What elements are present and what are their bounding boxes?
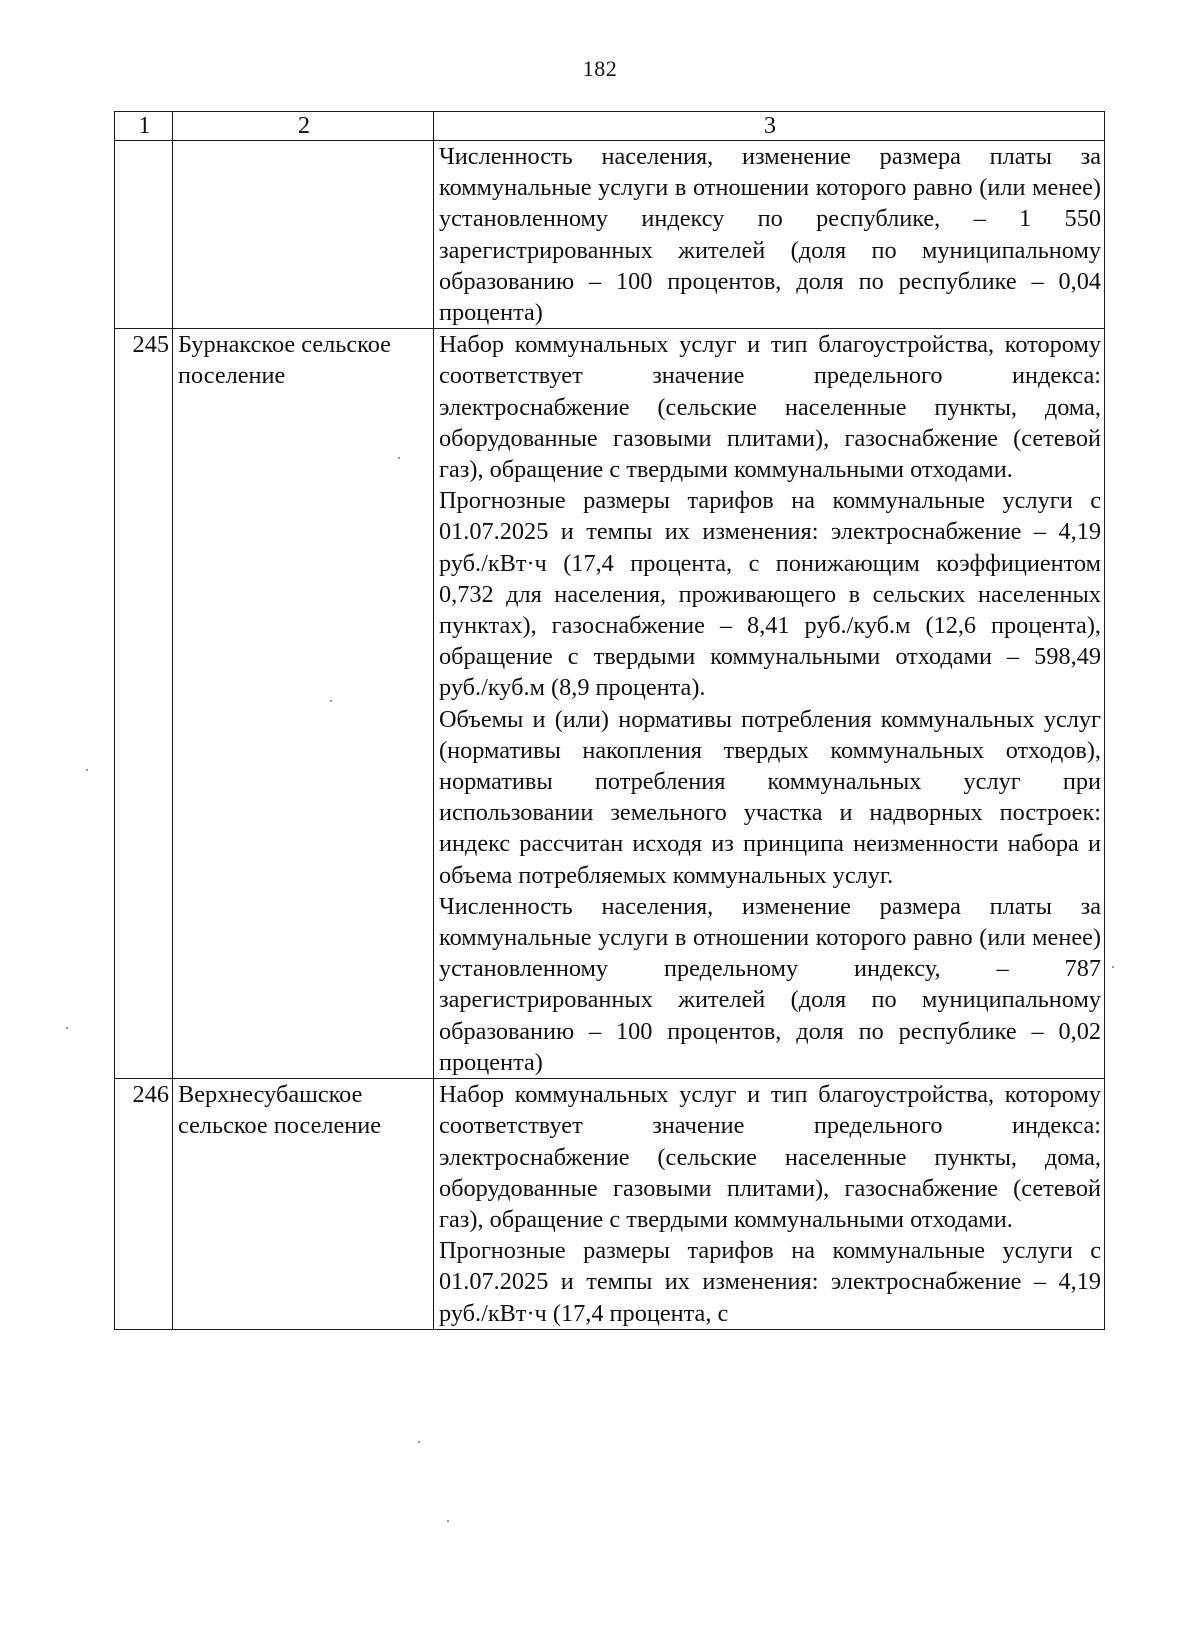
scan-speck <box>398 457 400 459</box>
description-paragraph: Набор коммунальных услуг и тип благоустройства, которому соответствует значение предельного индекса: электроснабжение (сельские населенные пункты, дома, оборудованные газовыми плитами), газоснабжение (сетевой газ), обращение с твердыми коммунальными отходами. <box>439 331 1101 484</box>
scan-speck <box>330 700 332 702</box>
scan-speck <box>86 769 88 771</box>
column-header-2: 2 <box>173 112 434 141</box>
scan-speck <box>447 1520 449 1522</box>
description-paragraph: Численность населения, изменение размера платы за коммунальные услуги в отношении которого равно (или менее) установленному предельному индексу, – 787 зарегистрированных жителей (доля по муниципальному образованию – 100 процентов, доля по республике – 0,02 процента) <box>439 892 1101 1076</box>
row-description <box>434 1079 1105 1330</box>
table-row <box>115 141 1105 329</box>
column-header-1: 1 <box>115 112 173 141</box>
description-paragraph: Численность населения, изменение размера платы за коммунальные услуги в отношении которого равно (или менее) установленному индексу по республике, – 1 550 зарегистрированных жителей (доля по муниципальному образованию – 100 процентов, доля по республике – 0,04 процента) <box>439 143 1101 327</box>
row-number: 245 <box>115 329 173 1079</box>
column-header-3: 3 <box>434 112 1105 141</box>
row-description <box>434 141 1105 329</box>
row-number: 246 <box>115 1079 173 1330</box>
description-paragraph: Набор коммунальных услуг и тип благоустройства, которому соответствует значение предельного индекса: электроснабжение (сельские населенные пункты, дома, оборудованные газовыми плитами), газоснабжение (сетевой газ), обращение с твердыми коммунальными отходами. <box>439 1081 1101 1233</box>
description-paragraph: Объемы и (или) нормативы потребления коммунальных услуг (нормативы накопления твердых коммунальных отходов), нормативы потребления коммунальных услуг при использовании земельного участка и надворных построек: индекс рассчитан исходя из принципа неизменности набора и объема потребляемых коммунальных услуг. <box>439 705 1101 889</box>
scan-speck <box>1112 966 1114 968</box>
settlement-name: Верхнесубашское сельское поселение <box>173 1079 434 1330</box>
description-paragraph: Прогнозные размеры тарифов на коммунальные услуги с 01.07.2025 и темпы их изменения: электроснабжение – 4,19 руб./кВт·ч (17,4 процента, с <box>439 1237 1101 1327</box>
row-number <box>115 141 173 329</box>
row-description <box>434 329 1105 1079</box>
document-table <box>114 111 1105 1330</box>
table-row <box>115 1079 1105 1330</box>
table-row <box>115 329 1105 1079</box>
scan-speck <box>66 1027 68 1029</box>
page-number: 182 <box>582 56 618 81</box>
scan-speck <box>418 1441 420 1443</box>
description-paragraph: Прогнозные размеры тарифов на коммунальные услуги с 01.07.2025 и темпы их изменения: электроснабжение – 4,19 руб./кВт·ч (17,4 процента, с понижающим коэффициентом 0,732 для населения, проживающего в сельских населенных пунктах), газоснабжение – 8,41 руб./куб.м (12,6 процента), обращение с твердыми коммунальными отходами – 598,49 руб./куб.м (8,9 процента). <box>439 487 1101 702</box>
settlement-name: Бурнакское сельское поселение <box>173 329 434 1079</box>
settlement-name <box>173 141 434 329</box>
table-header-row <box>115 112 1105 141</box>
